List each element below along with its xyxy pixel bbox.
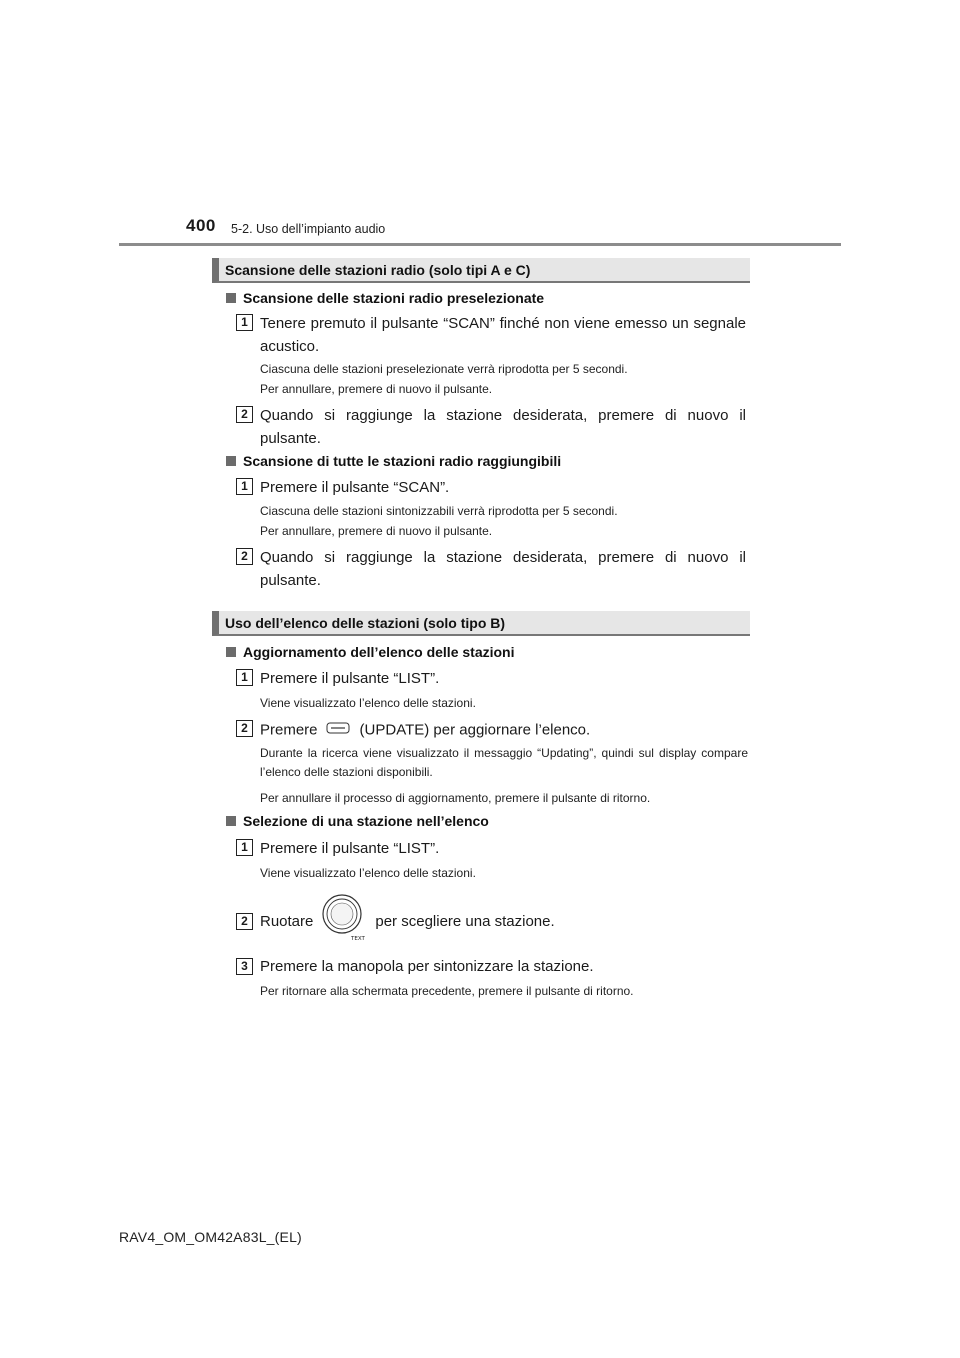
step-text: Premere la manopola per sintonizzare la stazione. bbox=[260, 958, 594, 975]
note-text: Per annullare, premere di nuovo il pulsante. bbox=[260, 382, 493, 396]
note-text: Viene visualizzato l’elenco delle stazioni. bbox=[260, 696, 476, 710]
step-text: Quando si raggiunge la stazione desiderata, premere di nuovo il pulsante. bbox=[260, 549, 746, 589]
subheading-text: Aggiornamento dell’elenco delle stazioni bbox=[243, 644, 515, 660]
document-code: RAV4_OM_OM42A83L_(EL) bbox=[119, 1229, 302, 1245]
subheading-update-list bbox=[226, 644, 515, 660]
subheading-text: Selezione di una stazione nell’elenco bbox=[243, 813, 489, 829]
subheading-preset-scan bbox=[226, 290, 544, 306]
square-bullet-icon bbox=[226, 647, 236, 657]
section-heading-text: Uso dell’elenco delle stazioni (solo tipo B) bbox=[225, 615, 506, 631]
step-text: Premere il pulsante “LIST”. bbox=[260, 840, 440, 857]
note-text: Ciascuna delle stazioni preselezionate verrà riprodotta per 5 secondi. bbox=[260, 362, 628, 376]
step-number: 1 bbox=[236, 314, 253, 331]
header-rule bbox=[119, 243, 841, 246]
step-text bbox=[260, 718, 746, 743]
note-text: Viene visualizzato l’elenco delle stazioni. bbox=[260, 866, 476, 880]
step-text: Premere il pulsante “LIST”. bbox=[260, 670, 440, 687]
note-text: Durante la ricerca viene visualizzato il messaggio “Updating”, quindi sul display compare l’elenco delle stazioni disponibili. bbox=[260, 746, 748, 779]
step-number: 2 bbox=[236, 406, 253, 423]
step-number: 2 bbox=[236, 720, 253, 737]
knob-label: TEXT bbox=[351, 936, 365, 942]
step-text: Premere il pulsante “SCAN”. bbox=[260, 479, 450, 496]
step-text-before-button: Premere bbox=[260, 721, 318, 739]
step-number: 3 bbox=[236, 958, 253, 975]
tune-knob-icon bbox=[322, 893, 370, 943]
subheading-text: Scansione di tutte le stazioni radio raggiungibili bbox=[243, 453, 562, 469]
subheading-all-scan bbox=[226, 453, 561, 469]
section-heading-station-list bbox=[212, 611, 750, 636]
note-text: Per annullare, premere di nuovo il pulsante. bbox=[260, 524, 493, 538]
square-bullet-icon bbox=[226, 816, 236, 826]
step-number: 2 bbox=[236, 548, 253, 565]
section-heading-scan bbox=[212, 258, 750, 283]
step-text-before-knob: Ruotare bbox=[260, 913, 314, 930]
square-bullet-icon bbox=[226, 293, 236, 303]
square-bullet-icon bbox=[226, 456, 236, 466]
note-text: Per ritornare alla schermata precedente, premere il pulsante di ritorno. bbox=[260, 984, 634, 998]
subheading-text: Scansione delle stazioni radio preselezionate bbox=[243, 290, 545, 306]
chapter-title: 5-2. Uso dell’impianto audio bbox=[231, 222, 386, 236]
update-button-icon bbox=[326, 718, 350, 741]
step-text: Tenere premuto il pulsante “SCAN” finché non viene emesso un segnale acustico. bbox=[260, 315, 746, 355]
step-text-after-knob: per scegliere una stazione. bbox=[375, 913, 555, 930]
subheading-select-station bbox=[226, 813, 489, 829]
step-number: 1 bbox=[236, 669, 253, 686]
step-text-after-button: (UPDATE) per aggiornare l’elenco. bbox=[359, 721, 591, 739]
step-text: Quando si raggiunge la stazione desiderata, premere di nuovo il pulsante. bbox=[260, 407, 746, 447]
step-number: 2 bbox=[236, 913, 253, 930]
note-text: Per annullare il processo di aggiornamento, premere il pulsante di ritorno. bbox=[260, 791, 651, 805]
section-heading-text: Scansione delle stazioni radio (solo tipi A e C) bbox=[225, 262, 531, 278]
step-number: 1 bbox=[236, 839, 253, 856]
step-number: 1 bbox=[236, 478, 253, 495]
page-number: 400 bbox=[186, 216, 216, 235]
note-text: Ciascuna delle stazioni sintonizzabili verrà riprodotta per 5 secondi. bbox=[260, 504, 618, 518]
